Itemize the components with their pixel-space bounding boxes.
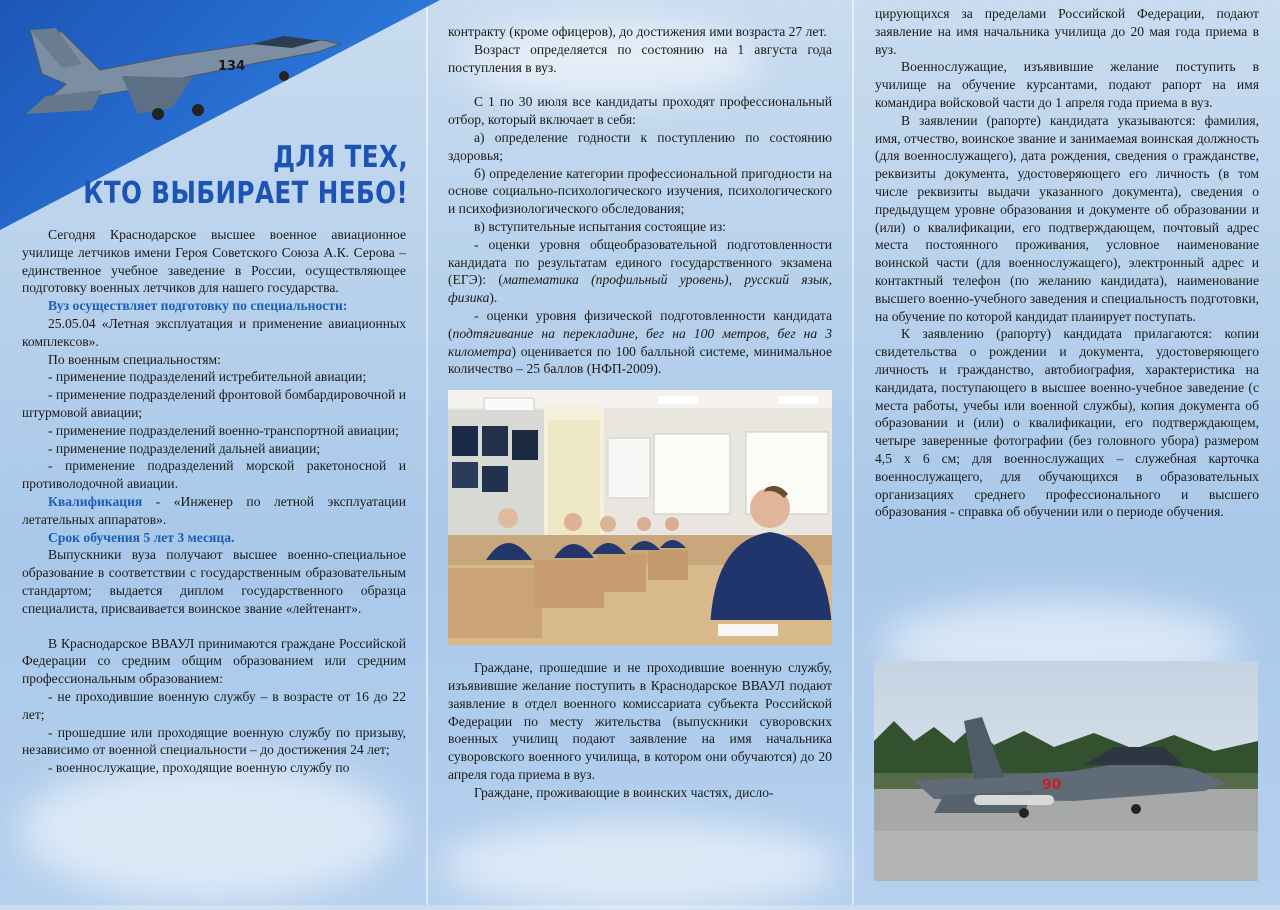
list-item: - военнослужащие, проходящие военную службу по: [48, 760, 350, 776]
list-item: - применение подразделений военно-транспортной авиации;: [48, 422, 399, 438]
citizens-paragraph: Граждане, прошедшие и не проходившие военную службу, изъявившие желание поступить в Краснодарское ВВАУЛ подают заявление в отдел военного комиссариата субъекта Российской Федерации по месту жительства (выпускники суворовских военных училищ подают заявление на имя начальника суворовского военного училища, в котором они обучаются) до 20 апреля года приема в вуз.: [448, 660, 832, 782]
column-1: [22, 0, 406, 905]
jet-photo-number: 90: [1042, 777, 1062, 793]
column-divider: [852, 0, 854, 905]
attachments-paragraph: К заявлению (рапорту) кандидата прилагаются: копии свидетельства о рождении и документа, удостоверяющего личность и гражданство, автобиография, характеристика на кандидата, поступающего в высшее военно-учебное заведение (с места работы, учебы или военной службы), копия документа об образовании и (или) о квалификации, его подтверждающем, четыре заверенные фотографии (без головного убора) размером 4,5 x 6 см; для военнослужащих – служебная карточка военнослужащего, для обучающихся в образовательных организациях среднего профессионального и высшего образования - справка об обучении или о периоде обучения.: [875, 326, 1259, 520]
qualification-paragraph: [22, 493, 406, 529]
study-term: Срок обучения 5 лет 3 месяца.: [48, 529, 235, 545]
military-specialties-heading: По военным специальностям:: [48, 351, 221, 367]
fitness-text: - оценки уровня физической подготовленности кандидата (: [448, 307, 832, 341]
classroom-photo: [448, 390, 832, 645]
specialty-heading: Вуз осуществляет подготовку по специальности:: [48, 298, 348, 314]
fitness-text-end: ) оценивается по 100 балльной системе, минимальное количество – 25 баллов (НФП-2009).: [448, 343, 832, 377]
classroom-illustration: [448, 390, 832, 645]
qualification-text: - «Инженер по летной эксплуатации летательных аппаратов».: [22, 493, 406, 527]
contract-paragraph: контракту (кроме офицеров), до достижения ими возраста 27 лет.: [448, 24, 827, 39]
exam-paragraph: [448, 236, 832, 307]
qualification-label: Квалификация: [48, 493, 143, 509]
statement-paragraph: В заявлении (рапорте) кандидата указываются: фамилия, имя, отчество, воинское звание и занимаемая воинская должность (для военнослужащего), дата рождения, сведения о гражданстве, реквизиты документа, удостоверяющего его личность (в том числе реквизиты выдачи указанного документа), сведения о предыдущем уровне образования и документе об образовании и (или) о квалификации, его подтверждающем, почтовый адрес места постоянного проживания, условное наименование воинской части (для военнослужащего), электронный адрес и контактный телефон (по желанию кандидата), наименование высшего военно-учебного заведения и специальность подготовки, на обучение по которой кандидат планирует поступать.: [875, 112, 1259, 324]
servicemen-paragraph: Военнослужащие, изъявившие желание поступить в училище на обучение курсантами, подают рапорт на имя командира войсковой части до 1 апреля года приема в вуз.: [875, 59, 1259, 110]
admission-paragraph: В Краснодарское ВВАУЛ принимаются граждане Российской Федерации со средним общим образованием или средним профессиональным образованием:: [22, 635, 406, 687]
specialty-text: 25.05.04 «Летная эксплуатация и применение авиационных комплексов».: [22, 315, 406, 349]
list-item: б) определение категории профессиональной пригодности на основе социально-психологического изучения, психологического и психофизиологического обследования;: [448, 165, 832, 217]
jet-top-number: 134: [218, 59, 246, 74]
title-line-2: КТО ВЫБИРАЕТ НЕБО!: [83, 176, 408, 211]
list-item: - применение подразделений фронтовой бомбардировочной и штурмовой авиации;: [22, 387, 406, 420]
list-item: - применение подразделений истребительной авиации;: [48, 369, 367, 385]
exam-text: - оценки уровня общеобразовательной подготовленности кандидата по результатам единого государственного экзамена (ЕГЭ): (: [448, 236, 832, 288]
exam-subjects: математика (профильный уровень), русский язык, физика: [448, 272, 832, 306]
list-item: - применение подразделений морской ракетоносной и противолодочной авиации.: [22, 458, 406, 492]
selection-paragraph: С 1 по 30 июля все кандидаты проходят профессиональный отбор, который включает в себя:: [448, 94, 832, 128]
title-line-1: ДЛЯ ТЕХ,: [272, 140, 408, 175]
units-paragraph: Граждане, проживающие в воинских частях, дисло-: [474, 784, 774, 800]
exam-text-end: ).: [489, 290, 498, 306]
list-item: в) вступительные испытания состоящие из:: [474, 218, 727, 234]
age-paragraph: Возраст определяется по состоянию на 1 августа года поступления в вуз.: [448, 41, 832, 75]
fitness-tests: подтягивание на перекладине, бег на 100 метров, бег на 3 километра: [448, 325, 832, 359]
jet-photo-illustration: [874, 661, 1258, 881]
jet-photo: [874, 661, 1258, 881]
intro-paragraph: Сегодня Краснодарское высшее военное авиационное училище летчиков имени Героя Советского Союза А.К. Серова – единственное учебное заведение в России, осуществляющее подготовку военных летчиков для нашего государства.: [22, 227, 406, 296]
list-item: - прошедшие или проходящие военную службу по призыву, независимо от военной специальности – до достижения 24 лет;: [22, 724, 406, 758]
list-item: а) определение годности к поступлению по состоянию здоровья;: [448, 129, 832, 163]
list-item: - не проходившие военную службу – в возрасте от 16 до 22 лет;: [22, 688, 406, 722]
column-2: [448, 0, 832, 905]
graduates-paragraph: Выпускники вуза получают высшее военно-специальное образование в соответствии с государственным образовательным стандартом; выдается диплом государственного образца специалиста, присваивается воинское звание «лейтенант».: [22, 547, 406, 616]
column-divider: [426, 0, 428, 905]
abroad-paragraph: цирующихся за пределами Российской Федерации, подают заявление на имя начальника училища до 20 мая года приема в вуз.: [875, 6, 1259, 57]
fitness-paragraph: [448, 307, 832, 378]
list-item: - применение подразделений дальней авиации;: [48, 440, 321, 456]
